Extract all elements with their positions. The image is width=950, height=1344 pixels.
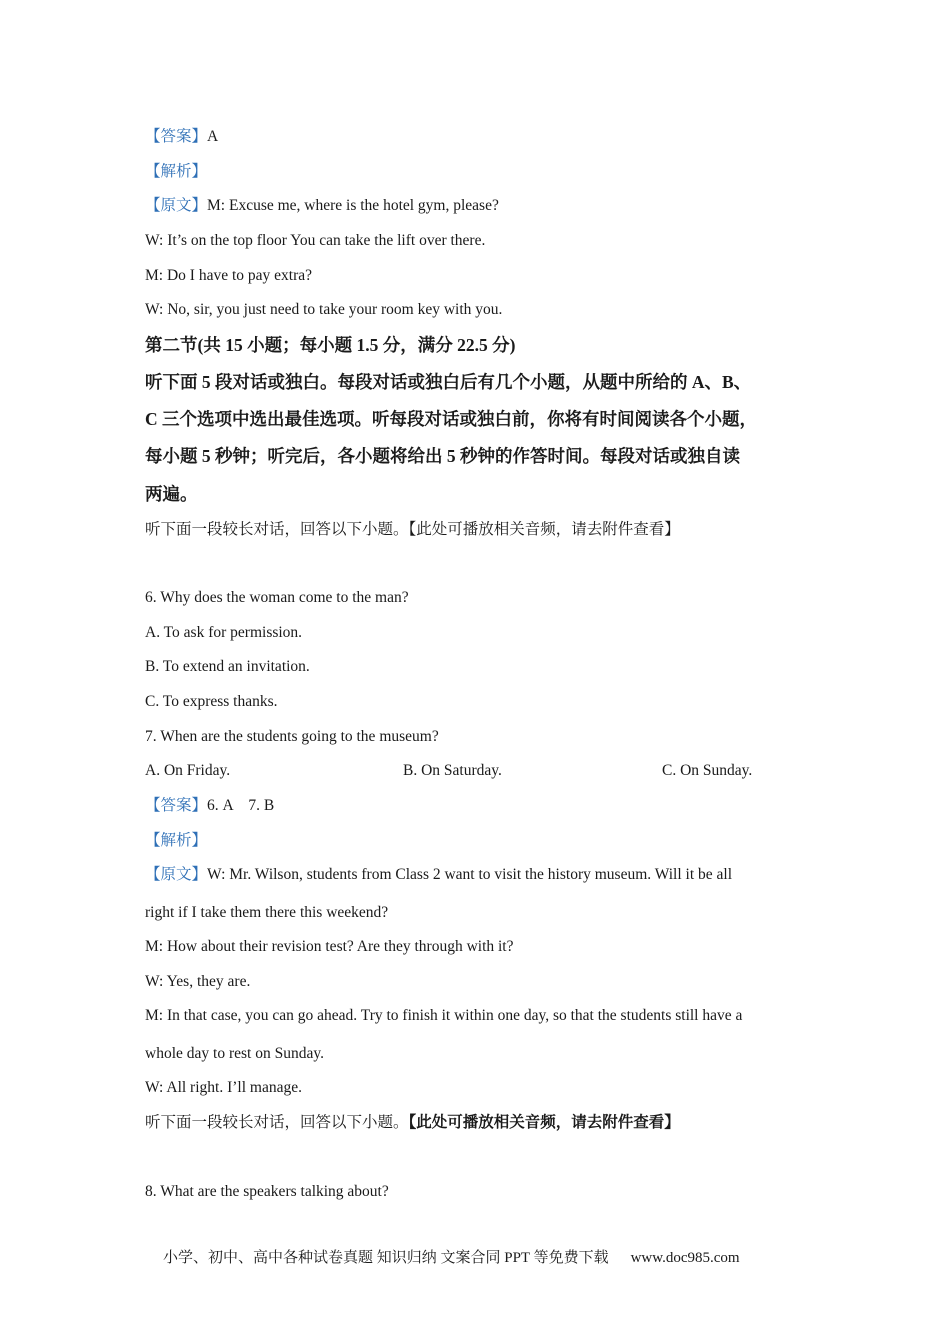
- answer-label: 【答案】: [145, 797, 208, 814]
- analysis-label: 【解析】: [145, 832, 208, 849]
- transcript-line: [145, 865, 732, 885]
- dialog-intro: [145, 1113, 680, 1133]
- transcript-line: M: How about their revision test? Are they through with it?: [145, 938, 514, 955]
- instruction-line: 两遍。: [145, 484, 198, 504]
- option-6a: A. To ask for permission.: [145, 624, 303, 641]
- transcript-line: M: In that case, you can go ahead. Try to finish it within one day, so that the students still have a: [145, 1007, 743, 1024]
- transcript-text: W: Mr. Wilson, students from Class 2 want to visit the history museum. Will it be all: [207, 866, 733, 883]
- answer-line: [145, 796, 274, 816]
- transcript-line: W: No, sir, you just need to take your room key with you.: [145, 301, 503, 318]
- footer-url[interactable]: www.doc985.com: [630, 1250, 740, 1266]
- page-footer: [163, 1246, 740, 1267]
- transcript-line: whole day to rest on Sunday.: [145, 1045, 324, 1062]
- transcript-line: W: It’s on the top floor You can take the lift over there.: [145, 232, 486, 249]
- dialog-intro: 听下面一段较长对话，回答以下小题。【此处可播放相关音频，请去附件查看】: [145, 521, 680, 538]
- analysis-label: 【解析】: [145, 163, 208, 180]
- answer-value: 6. A 7. B: [207, 797, 275, 814]
- transcript-line: W: All right. I’ll manage.: [145, 1079, 302, 1096]
- transcript-text: M: Excuse me, where is the hotel gym, please?: [207, 197, 499, 214]
- answer-value: A: [207, 128, 219, 145]
- dialog-intro-text: 听下面一段较长对话，回答以下小题。: [145, 1114, 409, 1131]
- option-7a: A. On Friday.: [145, 762, 231, 779]
- option-7c: C. On Sunday.: [662, 762, 753, 779]
- question-6: 6. Why does the woman come to the man?: [145, 589, 409, 606]
- original-label: 【原文】: [145, 866, 208, 883]
- original-label: 【原文】: [145, 197, 208, 214]
- footer-text: 小学、初中、高中各种试卷真题 知识归纳 文案合同 PPT 等免费下载: [163, 1250, 609, 1266]
- audio-note: 【此处可播放相关音频，请去附件查看】: [408, 1114, 680, 1131]
- transcript-line: W: Yes, they are.: [145, 973, 251, 990]
- option-6b: B. To extend an invitation.: [145, 658, 310, 675]
- instruction-line: 听下面 5 段对话或独白。每段对话或独白后有几个小题，从题中所给的 A、B、: [145, 372, 752, 392]
- answer-label: 【答案】: [145, 128, 208, 145]
- question-7: 7. When are the students going to the museum?: [145, 728, 439, 745]
- section-heading: 第二节(共 15 小题；每小题 1.5 分，满分 22.5 分): [145, 335, 516, 355]
- option-7b: B. On Saturday.: [403, 762, 502, 779]
- transcript-line: M: Do I have to pay extra?: [145, 267, 312, 284]
- option-6c: C. To express thanks.: [145, 693, 278, 710]
- instruction-line: 每小题 5 秒钟；听完后，各小题将给出 5 秒钟的作答时间。每段对话或独自读: [145, 446, 740, 466]
- transcript-line: [145, 196, 499, 216]
- question-8: 8. What are the speakers talking about?: [145, 1183, 389, 1200]
- instruction-line: C 三个选项中选出最佳选项。听每段对话或独白前，你将有时间阅读各个小题，: [145, 409, 758, 429]
- answer-line: [145, 127, 218, 147]
- transcript-line: right if I take them there this weekend?: [145, 904, 389, 921]
